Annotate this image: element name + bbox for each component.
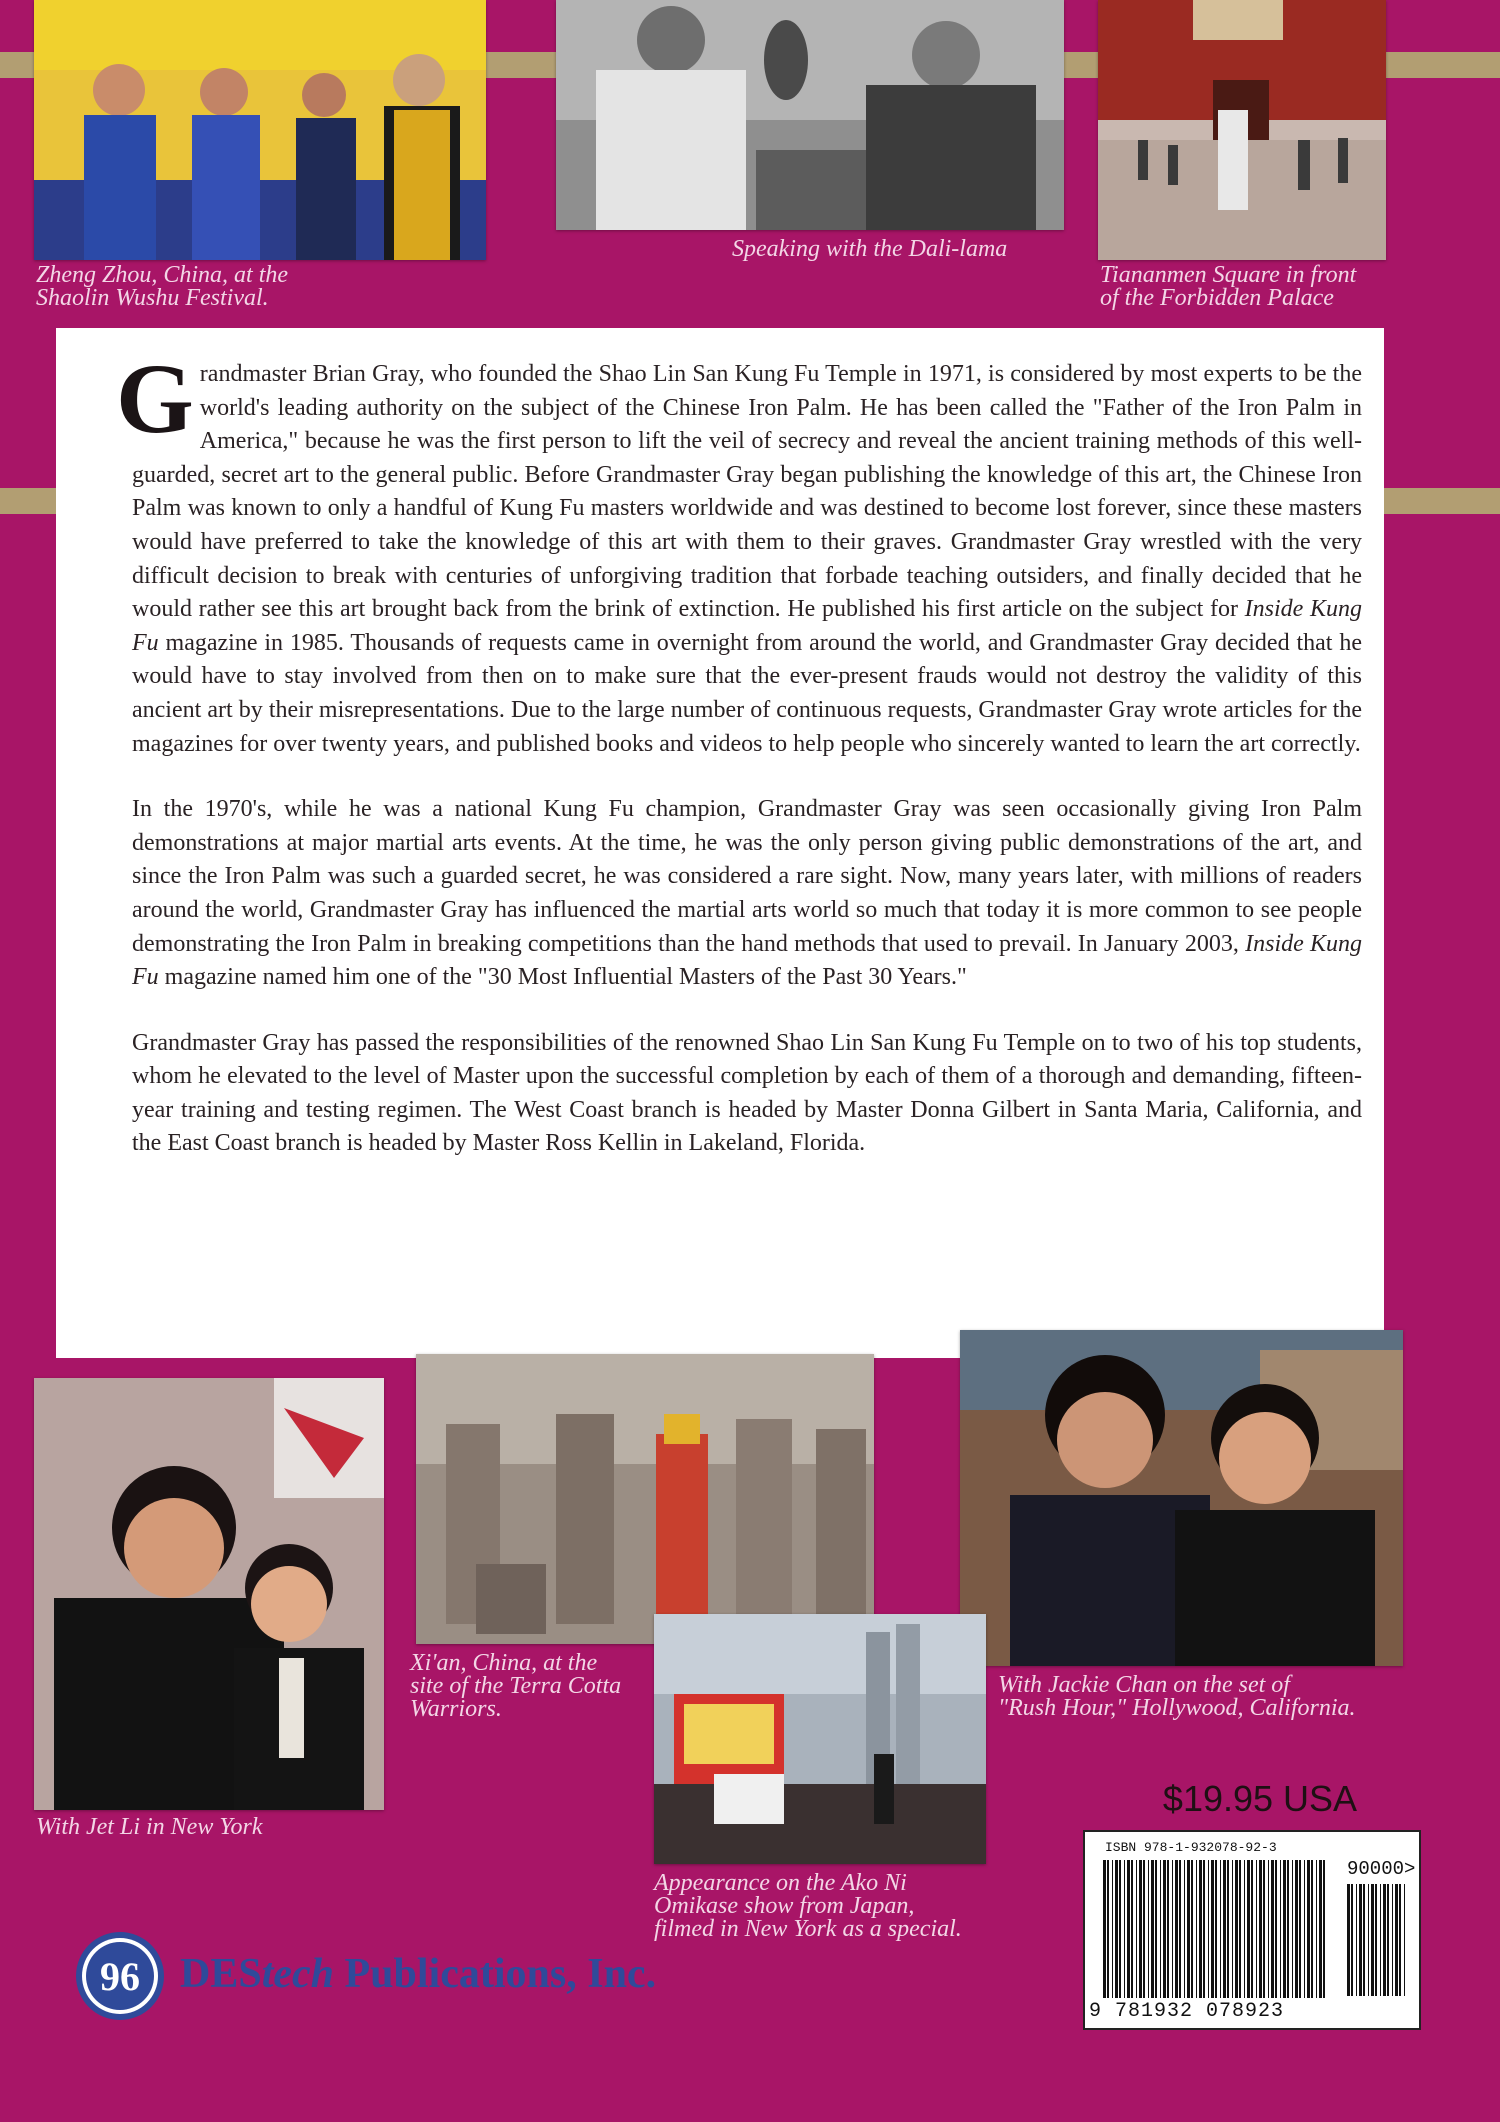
- photo-jackiechan: [960, 1330, 1403, 1666]
- barcode-bar: [1232, 1860, 1233, 1998]
- paragraph-3: Grandmaster Gray has passed the responsibilities of the renowned Shao Lin San Kung Fu Temple on to two of his top students, whom he elevated to the level of Master upon the successful completion by each of them of a thorough and demanding, fifteen-year training and testing regimen. The West Coast branch is headed by Master Donna Gilbert in Santa Maria, California, and the East Coast branch is headed by Master Ross Kellin in Lakeland, Florida.: [132, 1029, 1362, 1157]
- photo-omikase: [654, 1614, 986, 1864]
- publisher-emblem-mark: 96: [100, 1954, 140, 1999]
- barcode-bar: [1115, 1860, 1118, 1998]
- barcode-bar: [1211, 1860, 1214, 1998]
- barcode-bar: [1287, 1860, 1289, 1998]
- paragraph-1: [116, 343, 1362, 761]
- barcode-bar: [1208, 1860, 1209, 1998]
- barcode-bar: [1175, 1860, 1178, 1998]
- barcode-bar: [1119, 1860, 1121, 1998]
- barcode-bar: [1292, 1860, 1293, 1998]
- barcode-bar: [1127, 1860, 1130, 1998]
- caption-jetli: With Jet Li in New York: [36, 1814, 263, 1840]
- publisher-name: [180, 1950, 656, 1998]
- barcode-bar: [1131, 1860, 1133, 1998]
- publisher-name-des: DES: [180, 1951, 262, 1997]
- barcode-bar: [1184, 1860, 1185, 1998]
- caption-tiananmen: Tiananmen Square in front of the Forbidden Palace: [1100, 262, 1357, 311]
- barcode-bar: [1199, 1860, 1202, 1998]
- barcode-bar: [1259, 1860, 1262, 1998]
- caption-zhengzhou: Zheng Zhou, China, at the Shaolin Wushu Festival.: [36, 262, 289, 311]
- barcode-bar: [1227, 1860, 1229, 1998]
- barcode-bar: [1107, 1860, 1109, 1998]
- barcode-bar: [1179, 1860, 1181, 1998]
- barcode-bar: [1280, 1860, 1281, 1998]
- barcode-bar: [1295, 1860, 1298, 1998]
- barcode-bar: [1167, 1860, 1169, 1998]
- caption-omikase: Appearance on the Ako Ni Omikase show from Japan, filmed in New York as a special.: [654, 1870, 962, 1942]
- barcode-bar: [1347, 1884, 1350, 1996]
- barcode-bar: [1263, 1860, 1265, 1998]
- publisher-emblem-icon: [74, 1930, 166, 2022]
- barcode-bar: [1239, 1860, 1241, 1998]
- barcode-bar: [1136, 1860, 1137, 1998]
- barcode-bar: [1160, 1860, 1161, 1998]
- drop-cap: G: [116, 343, 194, 454]
- barcode-bar: [1399, 1884, 1401, 1996]
- barcode-bar: [1371, 1884, 1374, 1996]
- paragraph-1-part-b: magazine in 1985. Thousands of requests came in overnight from around the world, and Grandmaster Gray decided that he would have to stay involved from then on to make sure that the ever-present frauds would not destroy the validity of this ancient art by their misrepresentations. Due to the large number of continuous requests, Grandmaster Gray wrote articles for the magazines for over twenty years, and published books and videos to help people who sincerely wanted to learn the art correctly.: [132, 629, 1362, 757]
- barcode-bar: [1307, 1860, 1310, 1998]
- barcode-bar: [1275, 1860, 1277, 1998]
- barcode-bar: [1404, 1884, 1405, 1996]
- barcode-bar: [1356, 1884, 1357, 1996]
- photo-dalilama: [556, 0, 1064, 230]
- barcode-bar: [1392, 1884, 1393, 1996]
- barcode-bar: [1196, 1860, 1197, 1998]
- barcode-bar: [1316, 1860, 1317, 1998]
- barcode-bar: [1220, 1860, 1221, 1998]
- barcode-bar: [1268, 1860, 1269, 1998]
- isbn-barcode: [1083, 1830, 1421, 2030]
- photo-tiananmen: [1098, 0, 1386, 260]
- barcode-bar: [1223, 1860, 1226, 1998]
- isbn-number: ISBN 978-1-932078-92-3: [1105, 1840, 1277, 1855]
- barcode-bar: [1163, 1860, 1166, 1998]
- barcode-bar: [1363, 1884, 1365, 1996]
- barcode-bar: [1103, 1860, 1106, 1998]
- barcode-bar: [1299, 1860, 1301, 1998]
- caption-jackiechan: With Jackie Chan on the set of "Rush Hour," Hollywood, California.: [998, 1672, 1356, 1721]
- barcode-bar: [1251, 1860, 1253, 1998]
- barcode-bar: [1387, 1884, 1389, 1996]
- paragraph-2: [132, 793, 1362, 995]
- paragraph-2-part-a: In the 1970's, while he was a national Kung Fu champion, Grandmaster Gray was seen occasionally giving Iron Palm demonstrations at major martial arts events. At the time, he was the only person giving public demonstrations of the art, and since the Iron Palm was such a guarded secret, he was considered a rare sight. Now, many years later, with millions of readers around the world, Grandmaster Gray has influenced the martial arts world so much that today it is more common to see people demonstrating the Iron Palm in breaking competitions than the hand methods that used to prevail. In January 2003,: [132, 796, 1362, 957]
- barcode-bar: [1139, 1860, 1142, 1998]
- barcode-bar: [1383, 1884, 1386, 1996]
- barcode-bar: [1311, 1860, 1313, 1998]
- barcode-bar: [1124, 1860, 1125, 1998]
- photo-xian: [416, 1354, 874, 1644]
- caption-dalilama: Speaking with the Dali-lama: [732, 236, 1008, 262]
- barcode-bar: [1112, 1860, 1113, 1998]
- barcode-bar: [1319, 1860, 1322, 1998]
- publisher-name-rest: Publications, Inc.: [334, 1951, 657, 1997]
- barcode-bar: [1304, 1860, 1305, 1998]
- ean-digits: 9 781932 078923: [1089, 2000, 1285, 2023]
- barcode-bar: [1155, 1860, 1157, 1998]
- barcode-bar: [1203, 1860, 1205, 1998]
- barcode-bar: [1235, 1860, 1238, 1998]
- paragraph-1-part-a: randmaster Brian Gray, who founded the Shao Lin San Kung Fu Temple in 1971, is considered by most experts to be the world's leading authority on the subject of the Chinese Iron Palm. He has been called the "Father of the Iron Palm in America," because he was the first person to lift the veil of secrecy and reveal the ancient training methods of this well-guarded, secret art to the general public. Before Grandmaster Gray began publishing the knowledge of this art, the Chinese Iron Palm was known to only a handful of Kung Fu masters worldwide and was destined to become lost forever, since these masters would have preferred to take the knowledge of this art with them to their graves. Grandmaster Gray wrestled with the very difficult decision to break with centuries of unforgiving tradition that forbade teaching outsiders, and finally decided that he would rather see this art brought back from the brink of extinction. He published his first article on the subject for: [132, 361, 1362, 623]
- barcode-bar: [1368, 1884, 1369, 1996]
- barcode-bar: [1256, 1860, 1257, 1998]
- barcode-bar: [1143, 1860, 1145, 1998]
- photo-zhengzhou: [34, 0, 486, 260]
- barcode-bar: [1215, 1860, 1217, 1998]
- barcode-bar: [1380, 1884, 1381, 1996]
- supplement-code: 90000>: [1347, 1858, 1416, 1880]
- paragraph-2-part-b: magazine named him one of the "30 Most Influential Masters of the Past 30 Years.": [158, 964, 967, 991]
- barcode-bar: [1395, 1884, 1398, 1996]
- biography-panel: [56, 328, 1384, 1358]
- barcode-bar: [1151, 1860, 1154, 1998]
- photo-jetli: [34, 1378, 384, 1810]
- barcode-bar: [1283, 1860, 1286, 1998]
- caption-xian: Xi'an, China, at the site of the Terra Cotta Warriors.: [410, 1650, 622, 1722]
- publisher-name-tech: tech: [261, 1951, 335, 1997]
- barcode-bar: [1271, 1860, 1274, 1998]
- barcode-bar: [1375, 1884, 1377, 1996]
- barcode-bar: [1187, 1860, 1190, 1998]
- barcode-bar: [1172, 1860, 1173, 1998]
- magazine-title: Inside Kung Fu: [132, 930, 1362, 991]
- barcode-bar: [1148, 1860, 1149, 1998]
- barcode-bar: [1247, 1860, 1250, 1998]
- barcode-bar: [1191, 1860, 1193, 1998]
- barcode-bar: [1323, 1860, 1325, 1998]
- barcode-bar: [1244, 1860, 1245, 1998]
- barcode-bar: [1359, 1884, 1362, 1996]
- magazine-title: Inside Kung Fu: [132, 596, 1362, 656]
- price-label: $19.95 USA: [1162, 1778, 1358, 1819]
- barcode-bar: [1351, 1884, 1353, 1996]
